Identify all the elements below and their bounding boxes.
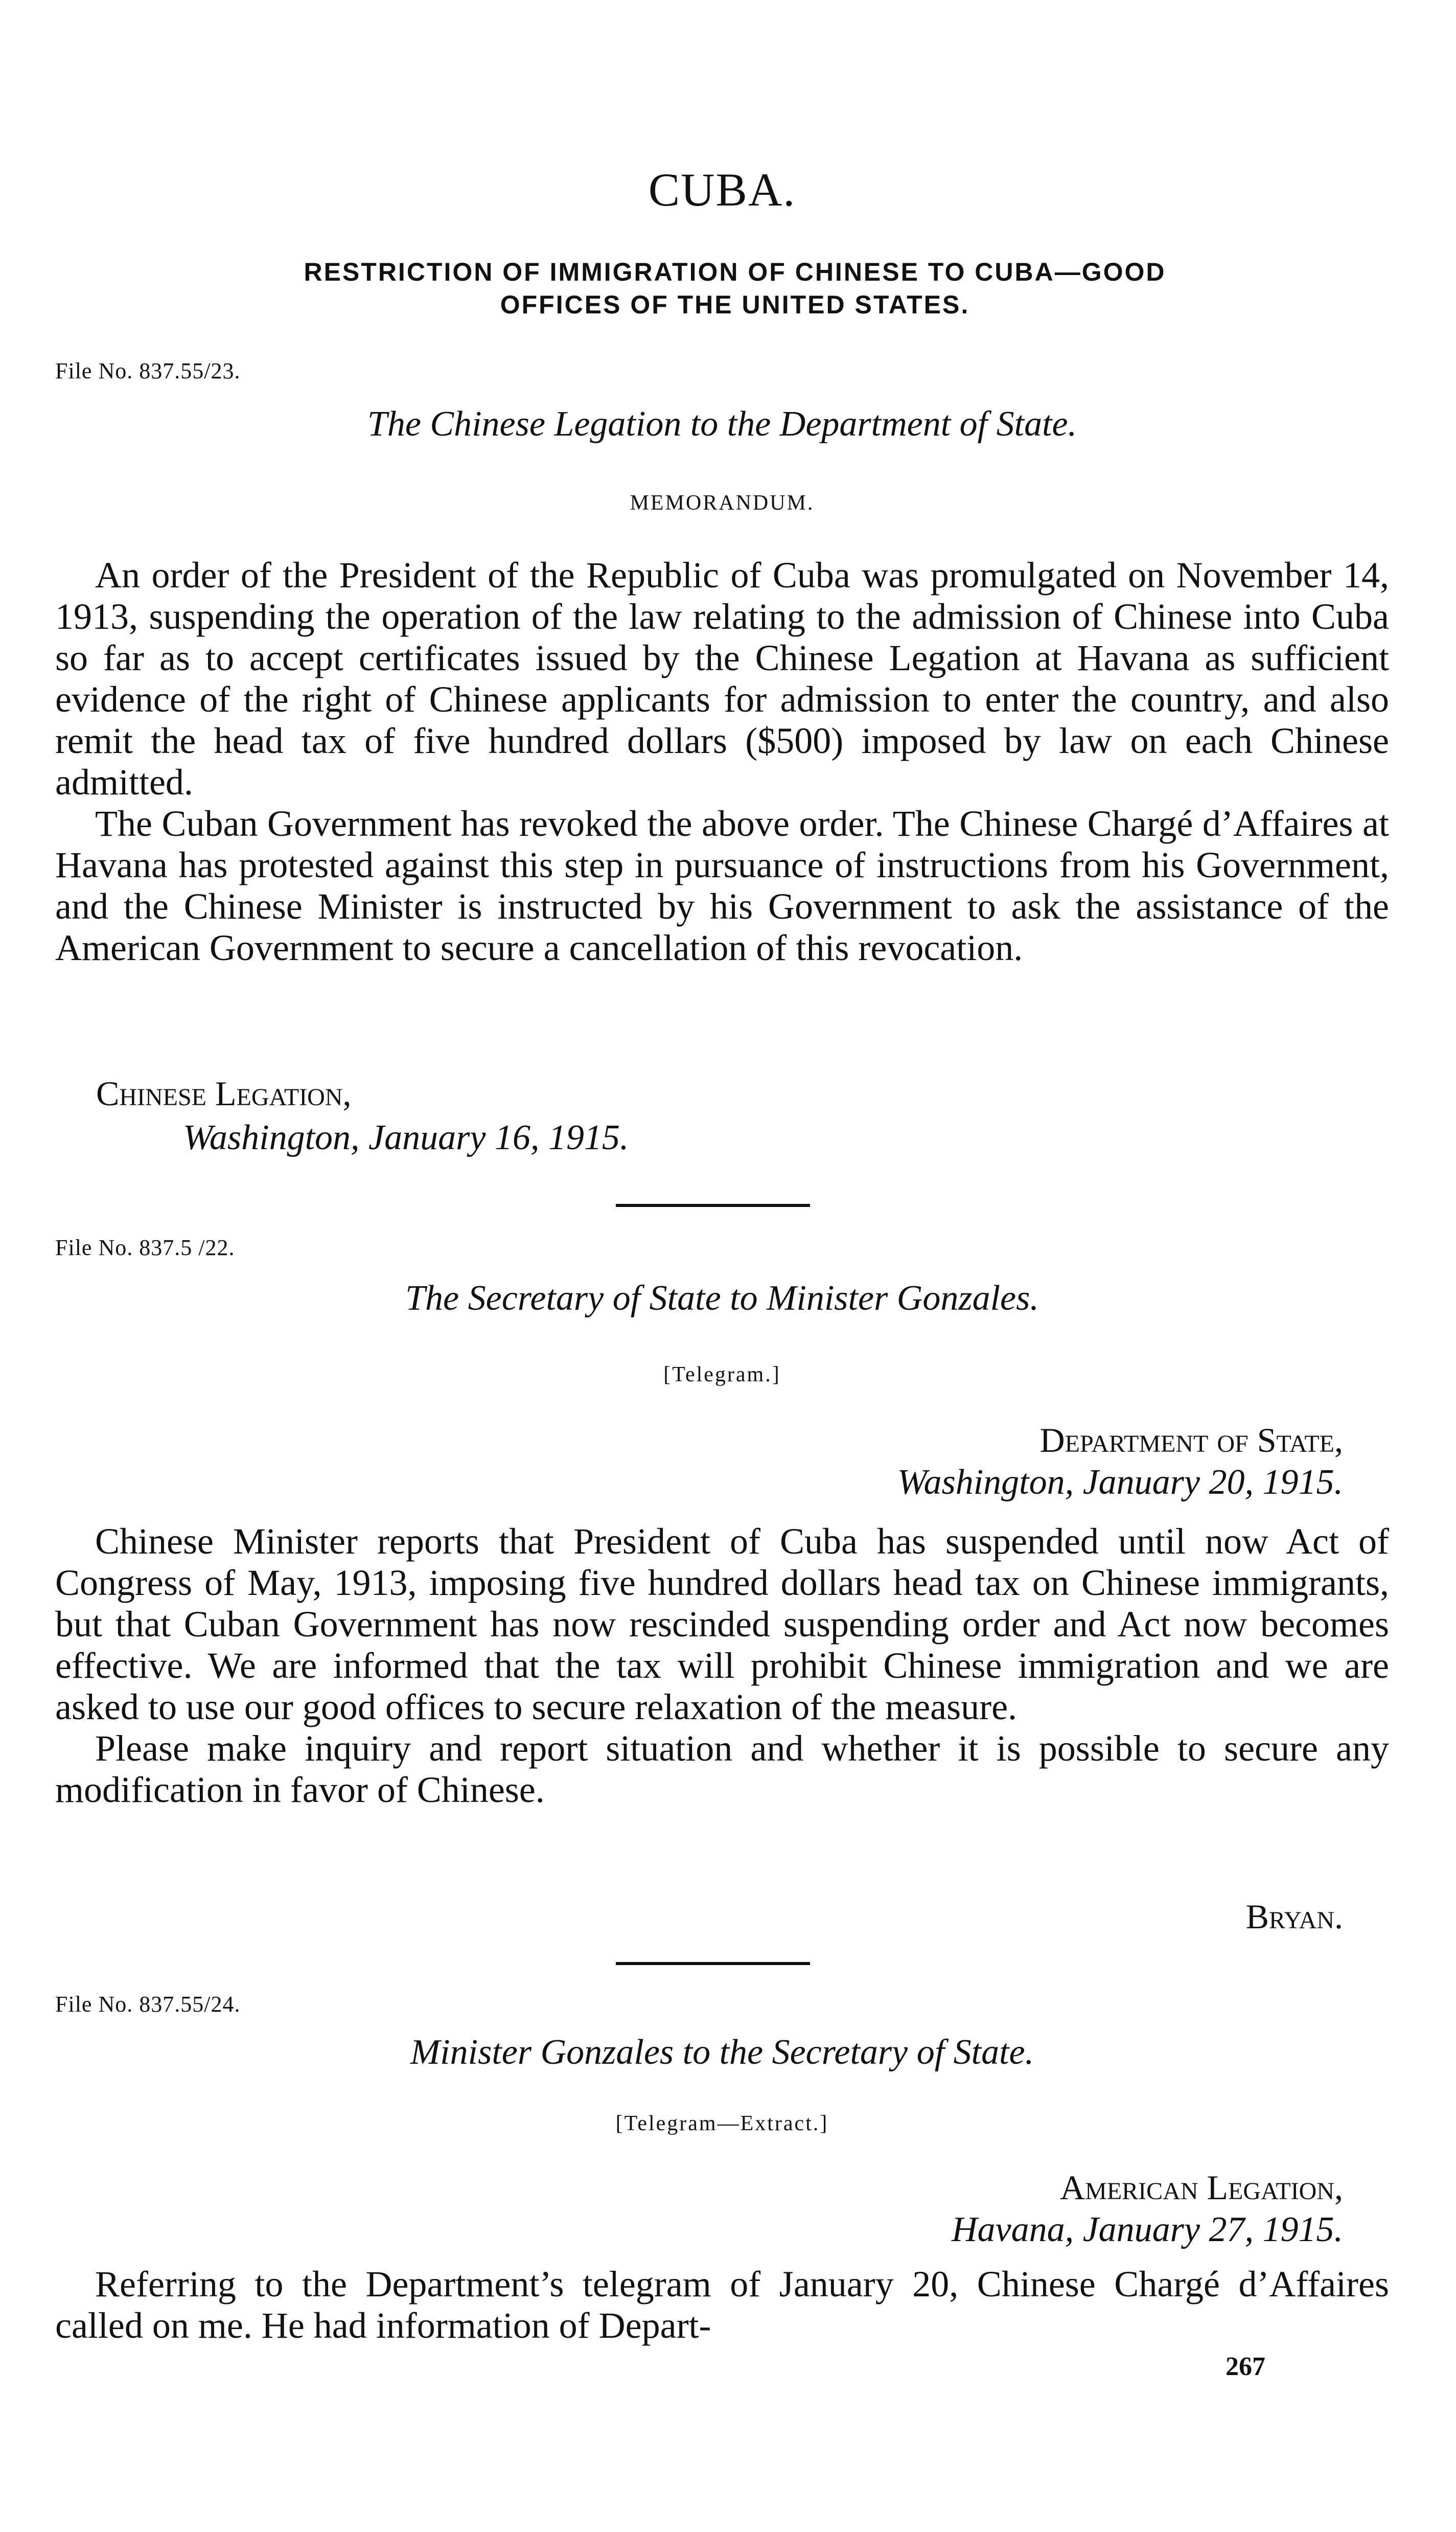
file-number: File No. 837.5 /22. <box>55 1235 235 1260</box>
page-title: CUBA. <box>648 164 796 216</box>
signature: Bryan. <box>1245 1897 1343 1936</box>
file-number: File No. 837.55/24. <box>55 1992 241 2017</box>
paragraph: An order of the President of the Republic of Cuba was promulgated on November 14, 1913, suspending the operation of the law relating to the admission of Chinese into Cuba so far as to accept certificates issued by the Chinese Legation at Havana as sufficient evidence of the right of Chinese applicants for admission to enter the country, and also remit the head tax of five hundred dollars ($500) imposed by law on each Chinese admitted. <box>55 555 1389 803</box>
document-heading: The Secretary of State to Minister Gonzales. <box>405 1279 1039 1318</box>
section-divider <box>616 1962 810 1965</box>
paragraph: Chinese Minister reports that President of Cuba has suspended until now Act of Congress of May, 1913, imposing five hundred dollars head tax on Chinese immigrants, but that Cuban Government has now rescinded suspending order and Act now becomes effective. We are informed that the tax will prohibit Chinese immigration and we are asked to use our good offices to secure relaxation of the measure. <box>55 1521 1389 1727</box>
document-body <box>55 1521 1389 1811</box>
document-body <box>55 2264 1389 2346</box>
dateline: Havana, January 27, 1915. <box>951 2210 1343 2249</box>
page-number: 267 <box>1226 2352 1265 2381</box>
document-body <box>55 555 1389 969</box>
section-heading <box>81 256 1389 321</box>
paragraph: Referring to the Department’s telegram of January 20, Chinese Chargé d’Affaires called on me. He had information of Depart- <box>55 2264 1389 2346</box>
section-divider <box>616 1204 810 1207</box>
document-heading: Minister Gonzales to the Secretary of State. <box>410 2033 1034 2072</box>
document-heading: The Chinese Legation to the Department of State. <box>367 404 1077 444</box>
dateline: Washington, January 20, 1915. <box>897 1463 1343 1502</box>
paragraph: The Cuban Government has revoked the above order. The Chinese Chargé d’Affaires at Havana has protested against this step in pursuance of instructions from his Government, and the Chinese Minister is instructed by his Government to ask the assistance of the American Government to secure a cancellation of this revocation. <box>55 803 1389 968</box>
memorandum-label: MEMORANDUM. <box>630 491 815 515</box>
origin: American Legation, <box>1060 2168 1343 2207</box>
telegram-label: [Telegram—Extract.] <box>615 2112 829 2135</box>
dateline: Washington, January 16, 1915. <box>183 1118 629 1157</box>
telegram-label: [Telegram.] <box>663 1363 781 1386</box>
paragraph: Please make inquiry and report situation and whether it is possible to secure any modification in favor of Chinese. <box>55 1728 1389 1810</box>
section-heading-line-2: OFFICES OF THE UNITED STATES. <box>500 290 970 319</box>
signature: Chinese Legation, <box>96 1074 352 1113</box>
file-number: File No. 837.55/23. <box>55 358 241 383</box>
section-heading-line-1: RESTRICTION OF IMMIGRATION OF CHINESE TO CUBA—GOOD <box>304 258 1166 286</box>
origin: Department of State, <box>1039 1421 1343 1459</box>
